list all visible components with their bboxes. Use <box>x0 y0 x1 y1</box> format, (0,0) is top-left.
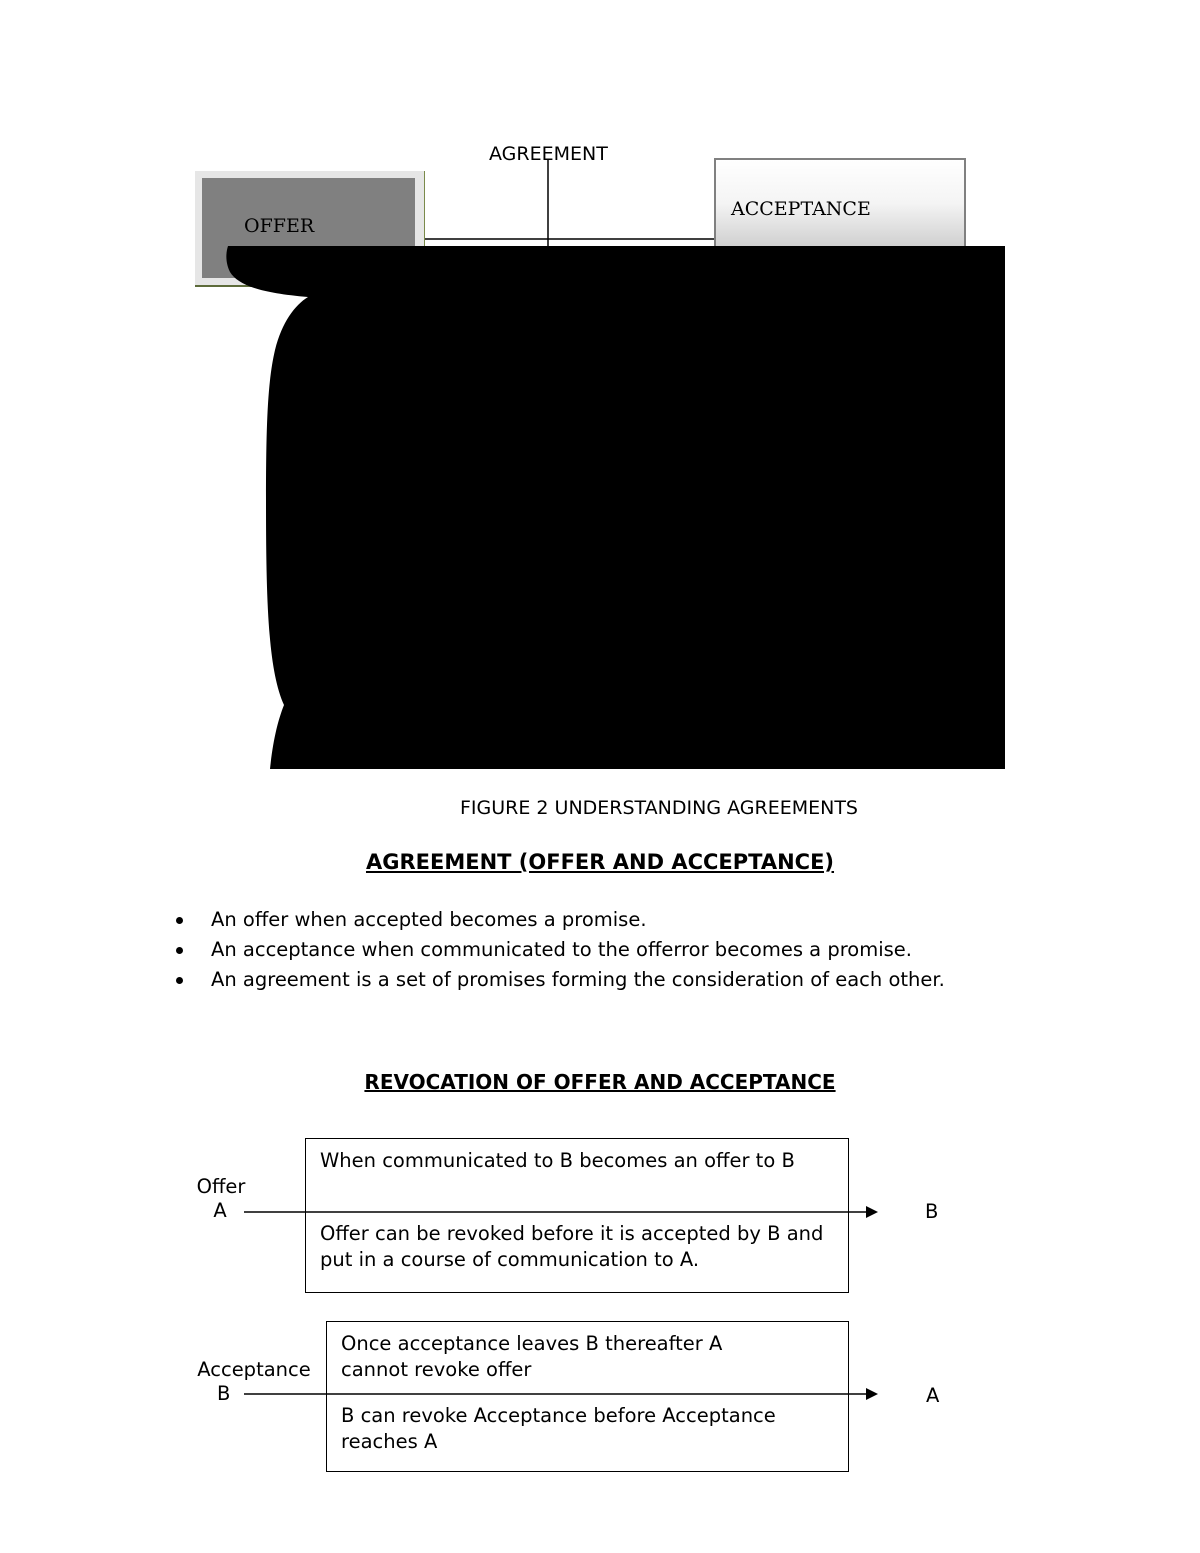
offer-top-text: When communicated to B becomes an offer to B <box>320 1149 795 1172</box>
list-item <box>173 905 945 935</box>
acceptance-left-label-line2: B <box>217 1382 231 1405</box>
acceptance-arrowhead-icon <box>866 1388 878 1400</box>
acceptance-bottom-text: B can revoke Acceptance before Acceptance reaches A <box>341 1404 776 1453</box>
list-item <box>173 965 945 995</box>
list-item <box>173 935 945 965</box>
bullet-icon <box>176 917 183 924</box>
acceptance-top-text: Once acceptance leaves B thereafter A cannot revoke offer <box>341 1332 723 1381</box>
figure-caption: FIGURE 2 UNDERSTANDING AGREEMENTS <box>460 797 858 819</box>
agreement-label: AGREEMENT <box>489 143 608 165</box>
acceptance-left-label <box>192 1358 316 1406</box>
offer-left-label-line1: Offer <box>196 1175 246 1198</box>
bullet-icon <box>176 947 183 954</box>
offer-label: OFFER <box>244 215 315 237</box>
offer-left-label-line2: A <box>213 1199 227 1222</box>
bullet-text: An agreement is a set of promises forming the consideration of each other. <box>211 968 945 991</box>
offer-right-label: B <box>925 1200 939 1223</box>
agreement-heading: AGREEMENT (OFFER AND ACCEPTANCE) <box>365 850 835 874</box>
bullet-icon <box>176 977 183 984</box>
acceptance-right-label: A <box>926 1384 940 1407</box>
offer-left-label <box>192 1175 250 1223</box>
acceptance-left-label-line1: Acceptance <box>197 1358 311 1381</box>
agreement-bullet-list <box>173 905 945 995</box>
bullet-text: An acceptance when communicated to the offerror becomes a promise. <box>211 938 913 961</box>
redaction-blob <box>226 246 1005 769</box>
revocation-heading: REVOCATION OF OFFER AND ACCEPTANCE <box>364 1070 836 1094</box>
offer-bottom-text: Offer can be revoked before it is accepted by B and put in a course of communication to A. <box>320 1222 824 1271</box>
bullet-text: An offer when accepted becomes a promise. <box>211 908 647 931</box>
offer-arrowhead-icon <box>866 1206 878 1218</box>
acceptance-label: ACCEPTANCE <box>731 198 871 220</box>
